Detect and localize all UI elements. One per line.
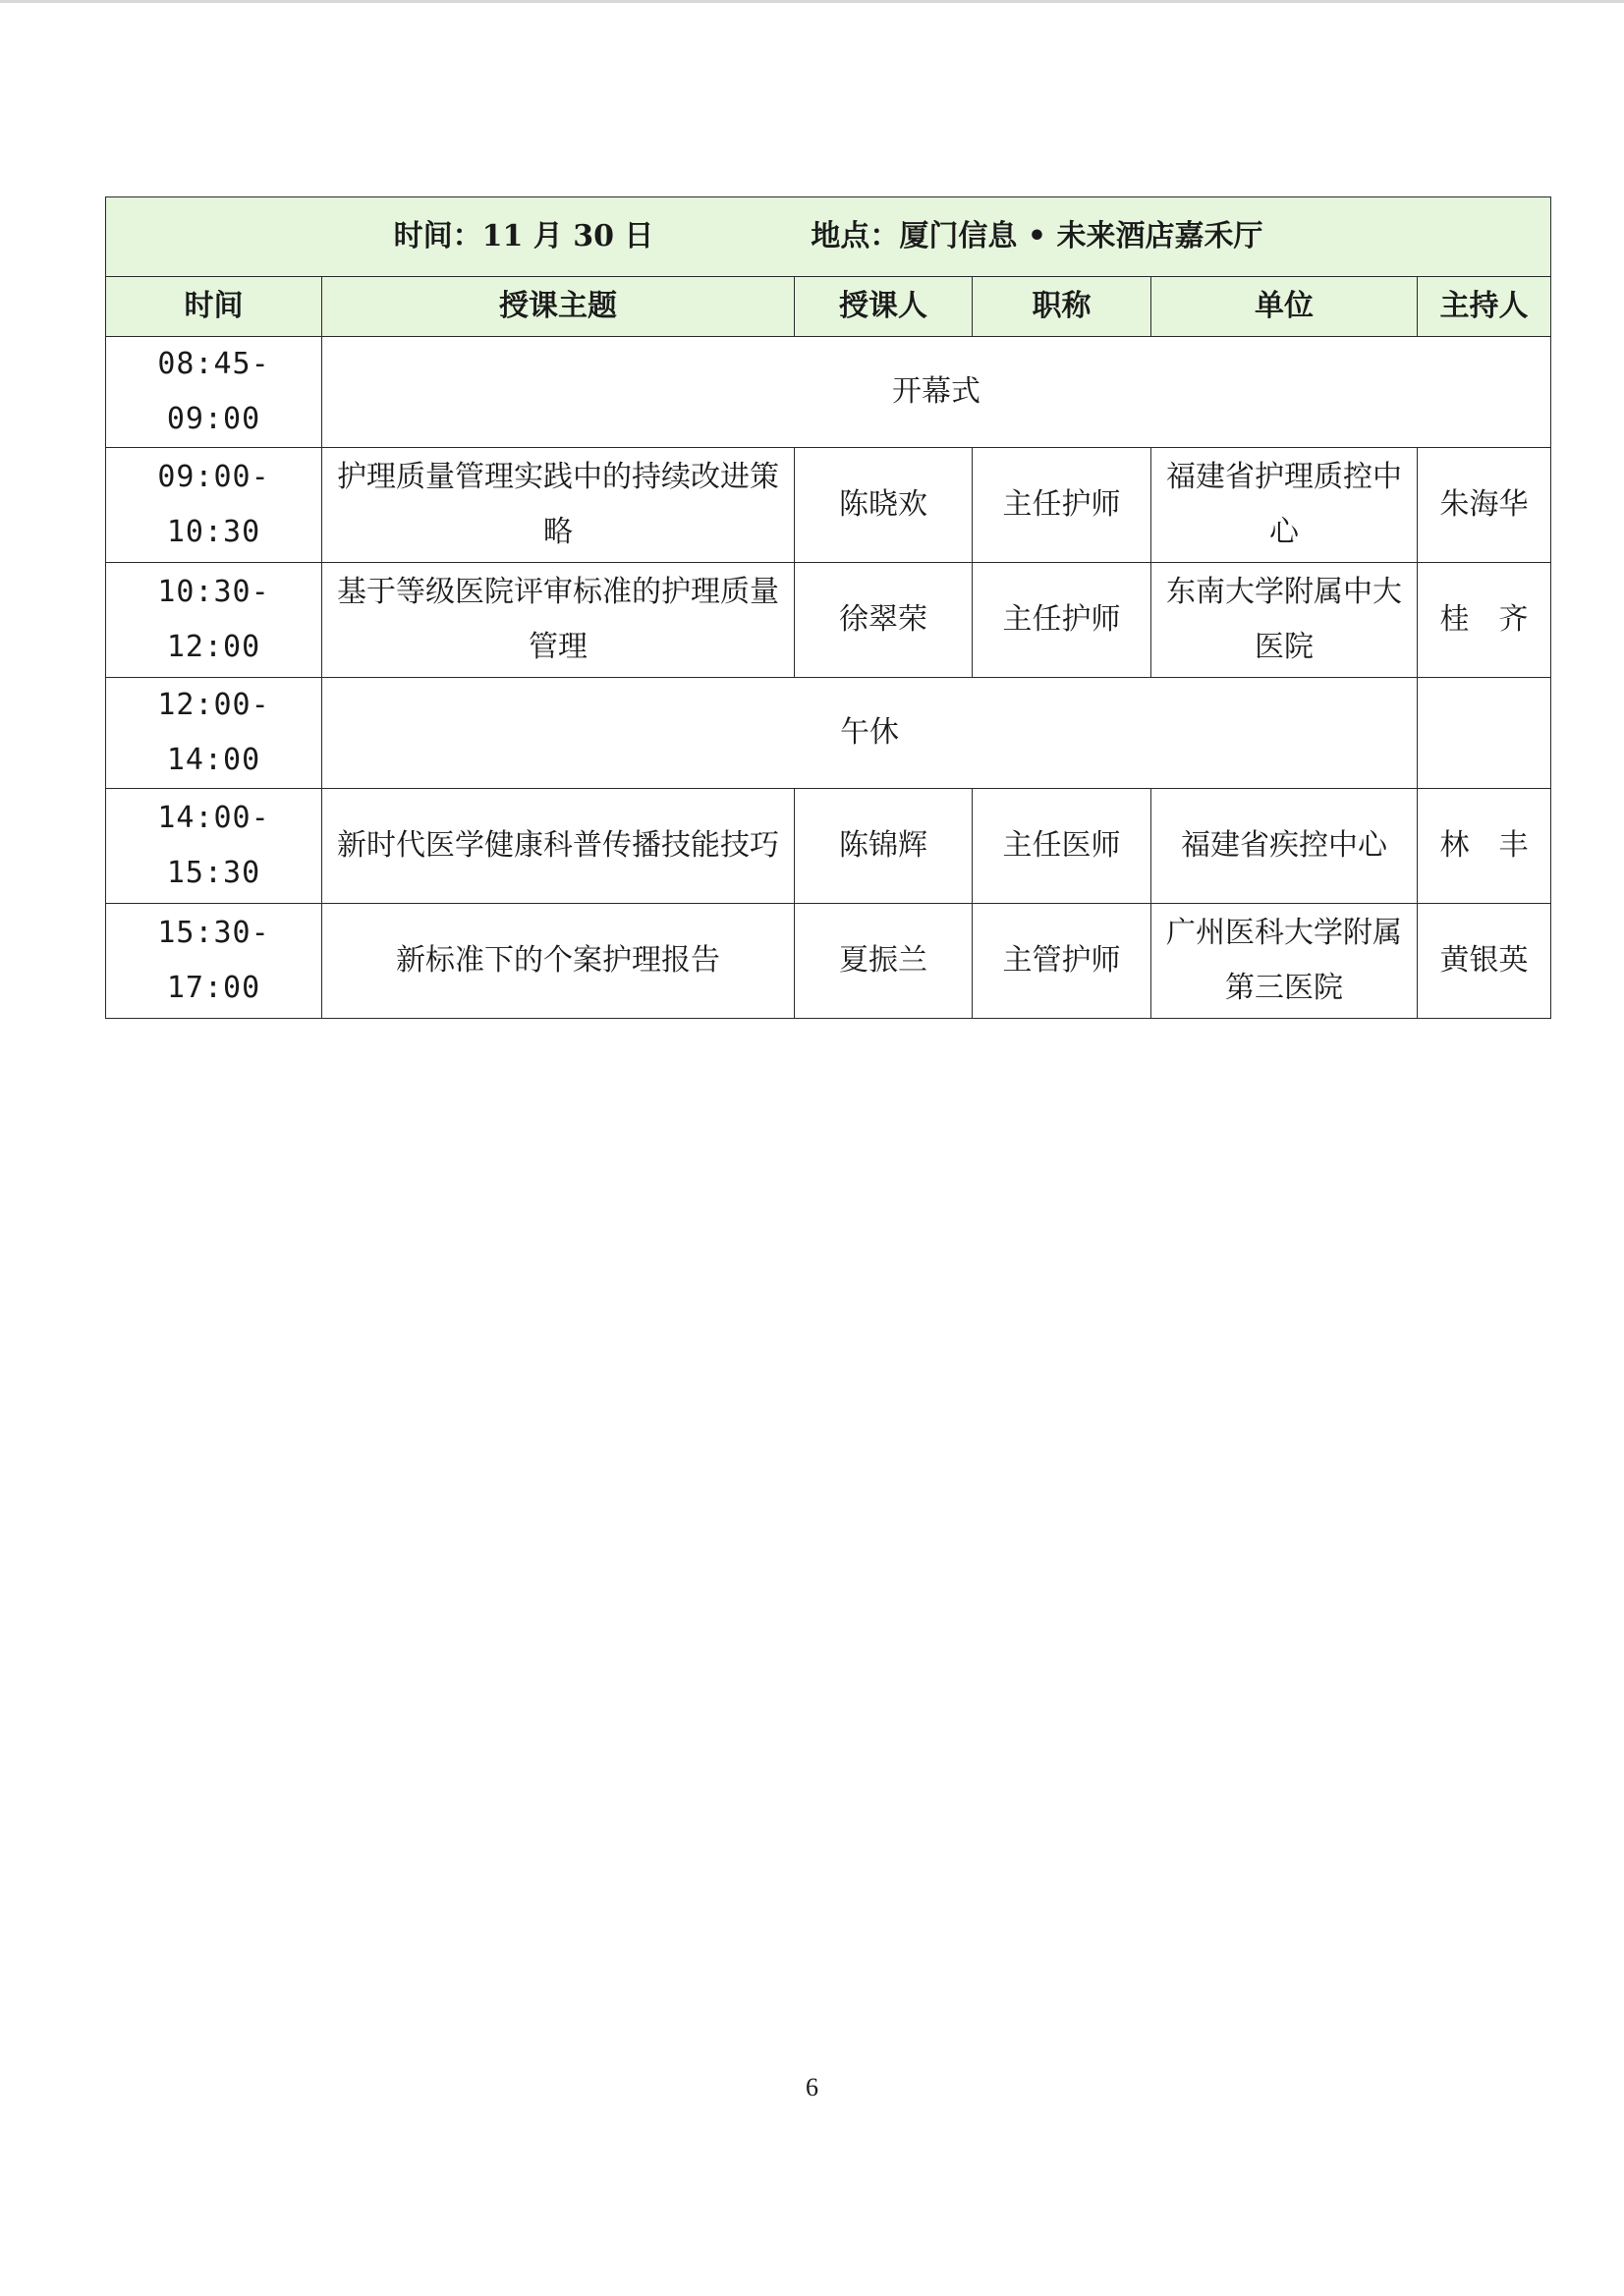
topic-cell: 护理质量管理实践中的持续改进策略 <box>322 448 795 563</box>
schedule-table <box>105 196 1551 1019</box>
time-cell: 12:00-14:00 <box>106 678 322 789</box>
topic-cell: 新标准下的个案护理报告 <box>322 904 795 1019</box>
table-row <box>106 563 1551 678</box>
host-cell: 黄银英 <box>1418 904 1551 1019</box>
column-header-position: 职称 <box>973 277 1151 337</box>
speaker-cell: 徐翠荣 <box>795 563 973 678</box>
position-cell: 主任护师 <box>973 563 1151 678</box>
speaker-cell: 陈锦辉 <box>795 789 973 904</box>
time-cell: 10:30-12:00 <box>106 563 322 678</box>
lunch-break-cell: 午休 <box>322 678 1418 789</box>
host-cell: 桂 齐 <box>1418 563 1551 678</box>
table-row <box>106 678 1551 789</box>
table-row <box>106 904 1551 1019</box>
position-cell: 主任护师 <box>973 448 1151 563</box>
column-header-host: 主持人 <box>1418 277 1551 337</box>
organization-cell: 东南大学附属中大医院 <box>1151 563 1418 678</box>
host-cell: 林 丰 <box>1418 789 1551 904</box>
column-header-topic: 授课主题 <box>322 277 795 337</box>
time-cell: 09:00-10:30 <box>106 448 322 563</box>
column-header-speaker: 授课人 <box>795 277 973 337</box>
topic-cell: 基于等级医院评审标准的护理质量管理 <box>322 563 795 678</box>
scan-top-edge <box>0 0 1624 3</box>
opening-ceremony-cell: 开幕式 <box>322 337 1551 448</box>
session-info-cell <box>106 197 1551 277</box>
organization-cell: 广州医科大学附属第三医院 <box>1151 904 1418 1019</box>
time-cell: 08:45-09:00 <box>106 337 322 448</box>
column-header-row <box>106 277 1551 337</box>
topic-cell: 新时代医学健康科普传播技能技巧 <box>322 789 795 904</box>
speaker-cell: 陈晓欢 <box>795 448 973 563</box>
organization-cell: 福建省疾控中心 <box>1151 789 1418 904</box>
table-row <box>106 789 1551 904</box>
host-cell: 朱海华 <box>1418 448 1551 563</box>
time-cell: 15:30-17:00 <box>106 904 322 1019</box>
speaker-cell: 夏振兰 <box>795 904 973 1019</box>
column-header-organization: 单位 <box>1151 277 1418 337</box>
session-venue: 地点：厦门信息 • 未来酒店嘉禾厅 <box>811 219 1263 253</box>
page-number: 6 <box>806 2073 818 2101</box>
position-cell: 主管护师 <box>973 904 1151 1019</box>
time-cell: 14:00-15:30 <box>106 789 322 904</box>
table-row <box>106 337 1551 448</box>
table-row <box>106 448 1551 563</box>
position-cell: 主任医师 <box>973 789 1151 904</box>
column-header-time: 时间 <box>106 277 322 337</box>
session-date: 时间：11 月 30 日 <box>393 219 654 253</box>
session-info-row <box>106 197 1551 277</box>
organization-cell: 福建省护理质控中心 <box>1151 448 1418 563</box>
host-cell <box>1418 678 1551 789</box>
